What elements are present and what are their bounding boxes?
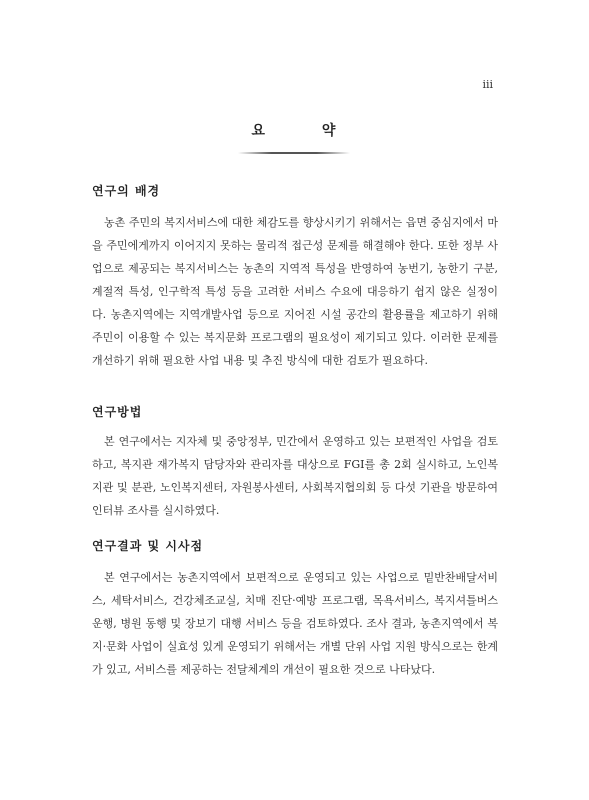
page-title: 요 약 [251,123,362,139]
section-body-method: 본 연구에서는 지자체 및 중앙정부, 민간에서 운영하고 있는 보편적인 사업을 검토하고, 복지관 재가복지 담당자와 관리자를 대상으로 FGI를 총 2회 실시하고, 노인복지관 및 분관, 노인복지센터, 자원봉사센터, 사회복지협의회 등 다섯 기관을 방문하여 인터뷰 조사를 실시하였다. [92,435,498,517]
title-underline-rule [238,152,350,154]
section-heading-background: 연구의 배경 [92,184,161,198]
section-heading-results: 연구결과 및 시사점 [92,539,204,553]
section-body-results: 본 연구에서는 농촌지역에서 보편적으로 운영되고 있는 사업으로 밑반찬배달서비스, 세탁서비스, 건강체조교실, 치매 진단·예방 프로그램, 목욕서비스, 복지셔틀버스 운행, 병원 동행 및 장보기 대행 서비스 등을 검토하였다. 조사 결과, 농촌지역에서 복지·문화 사업이 실효성 있게 운영되기 위해서는 개별 단위 사업 지원 방식으로는 한계가 있고, 서비스를 제공하는 전달체계의 개선이 필요한 것으로 나타났다. [92,571,498,676]
section-heading-method: 연구방법 [92,405,143,419]
page-number: iii [482,78,493,91]
section-body-background: 농촌 주민의 복지서비스에 대한 체감도를 향상시키기 위해서는 읍면 중심지에서 마을 주민에게까지 이어지지 못하는 물리적 접근성 문제를 해결해야 한다. 또한 정부 사업으로 제공되는 복지서비스는 농촌의 지역적 특성을 반영하여 농번기, 농한기 구분, 계절적 특성, 인구학적 특성 등을 고려한 서비스 수요에 대응하기 쉽지 않은 실정이다. 농촌지역에는 지역개발사업 등으로 지어진 시설 공간의 활용률을 제고하기 위해 주민이 이용할 수 있는 복지문화 프로그램의 필요성이 제기되고 있다. 이러한 문제를 개선하기 위해 필요한 사업 내용 및 추진 방식에 대한 검토가 필요하다. [92,216,498,367]
